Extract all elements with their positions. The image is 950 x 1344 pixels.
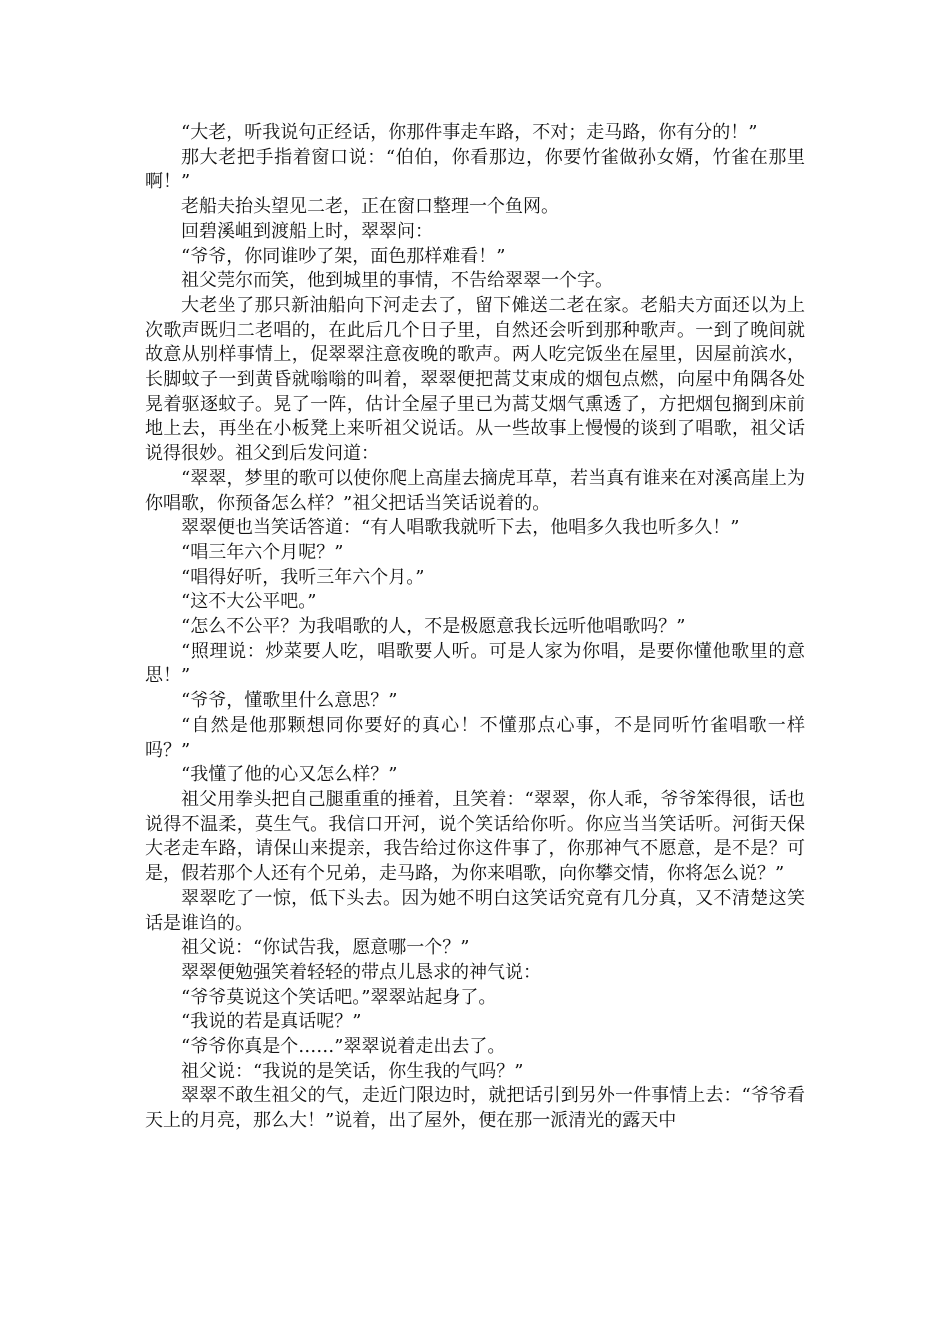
paragraph: “这不大公平吧。” — [181, 591, 317, 613]
paragraph: “爷爷你真是个……”翠翠说着走出去了。 — [181, 1036, 506, 1058]
paragraph: 祖父用拳头把自己腿重重的捶着，且笑着：“翠翠，你人乖，爷爷笨得很，话也说得不温柔，莫生气。我信口开河，说个笑话给你听。你应当当笑话听。河街天保大老走车路，请保山来提亲，我告给过你这件事了，你那神气不愿意，是不是？可是，假若那个人还有个兄弟，走马路，为你来唱歌，向你攀交情，你将怎么说？” — [145, 788, 805, 885]
paragraph: 那大老把手指着窗口说：“伯伯，你看那边，你要竹雀做孙女婿，竹雀在那里啊！” — [145, 146, 805, 193]
paragraph: “照理说：炒菜要人吃，唱歌要人听。可是人家为你唱，是要你懂他歌里的意思！” — [145, 640, 805, 687]
paragraph: 翠翠便勉强笑着轻轻的带点儿恳求的神气说： — [181, 961, 541, 983]
paragraph: “翠翠，梦里的歌可以使你爬上高崖去摘虎耳草，若当真有谁来在对溪高崖上为你唱歌，你预备怎么样？”祖父把话当笑话说着的。 — [145, 467, 805, 514]
paragraph: “我懂了他的心又怎么样？” — [181, 764, 398, 786]
paragraph: “怎么不公平？为我唱歌的人，不是极愿意我长远听他唱歌吗？” — [181, 616, 686, 638]
paragraph: 翠翠便也当笑话答道：“有人唱歌我就听下去，他唱多久我也听多久！” — [181, 517, 740, 539]
paragraph: 老船夫抬头望见二老，正在窗口整理一个鱼网。 — [181, 196, 559, 218]
paragraph: 翠翠吃了一惊，低下头去。因为她不明白这笑话究竟有几分真，又不清楚这笑话是谁诌的。 — [145, 887, 805, 934]
paragraph: 翠翠不敢生祖父的气，走近门限边时，就把话引到另外一件事情上去：“爷爷看天上的月亮，那么大！”说着，出了屋外，便在那一派清光的露天中 — [145, 1085, 805, 1132]
paragraph: “大老，听我说句正经话，你那件事走车路，不对；走马路，你有分的！” — [181, 122, 758, 143]
paragraph: “我说的若是真话呢？” — [181, 1011, 362, 1033]
paragraph: 祖父说：“你试告我，愿意哪一个？” — [181, 937, 470, 959]
paragraph: 大老坐了那只新油船向下河走去了，留下傩送二老在家。老船夫方面还以为上次歌声既归二老唱的，在此后几个日子里，自然还会听到那种歌声。一到了晚间就故意从别样事情上，促翠翠注意夜晚的歌声。两人吃完饭坐在屋里，因屋前滨水，长脚蚊子一到黄昏就嗡嗡的叫着，翠翠便把蒿艾束成的烟包点燃，向屋中角隅各处晃着驱逐蚊子。晃了一阵，估计全屋子里已为蒿艾烟气熏透了，方把烟包搁到床前地上去，再坐在小板凳上来听祖父说话。从一些故事上慢慢的谈到了唱歌，祖父话说得很妙。祖父到后发问道： — [145, 294, 805, 465]
paragraph: 祖父莞尔而笑，他到城里的事情，不告给翠翠一个字。 — [181, 270, 613, 292]
paragraph: “唱三年六个月呢？” — [181, 541, 344, 563]
paragraph: “爷爷莫说这个笑话吧。”翠翠站起身了。 — [181, 986, 497, 1008]
paragraph: “爷爷，你同谁吵了架，面色那样难看！” — [181, 245, 506, 267]
paragraph: 回碧溪岨到渡船上时，翠翠问： — [181, 220, 433, 242]
document-body — [145, 121, 805, 1134]
paragraph: 祖父说：“我说的是笑话，你生我的气吗？” — [181, 1060, 524, 1082]
paragraph: “爷爷，懂歌里什么意思？” — [181, 690, 398, 712]
paragraph: “自然是他那颗想同你要好的真心！不懂那点心事，不是同听竹雀唱歌一样吗？” — [145, 714, 805, 761]
paragraph: “唱得好听，我听三年六个月。” — [181, 566, 425, 588]
